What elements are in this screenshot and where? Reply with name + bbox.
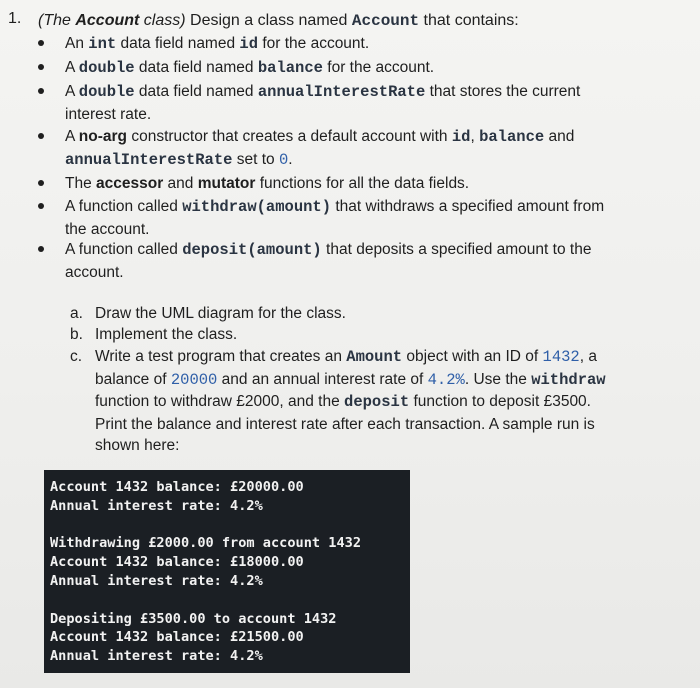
subitem-text: Write a test program that creates an Amount object with an ID of 1432, a balance of 20000 and an annual interest rate of 4.2%. Use the withdraw function to withdraw £2000, and the deposit function to deposit £3500. Print the balance and interest rate after each transaction. A sample run is shown here: [95, 348, 606, 454]
intro-post: that contains: [419, 12, 519, 29]
bullet-dot [38, 203, 44, 209]
question-intro [38, 10, 678, 32]
intro-code: Account [351, 12, 420, 30]
console-line: Account 1432 balance: £18000.00 [50, 554, 304, 571]
list-item-text: A double data field named annualInterestRate that stores the current interest rate. [65, 83, 581, 123]
list-item-text: A no-arg constructor that creates a default account with id, balance and annualInterestRate set to 0. [65, 128, 575, 169]
console-line: Withdrawing £2000.00 from account 1432 [50, 535, 361, 552]
subitem-label: b. [70, 326, 83, 343]
list-item-text: An int data field named id for the account. [65, 35, 370, 53]
list-item-text: A function called withdraw(amount) that withdraws a specified amount from the account. [65, 198, 605, 238]
intro-mid: Design a class named [185, 12, 352, 29]
console-line: Account 1432 balance: £20000.00 [50, 479, 304, 495]
list-item-text: A double data field named balance for the account. [65, 59, 435, 77]
console-line: Account 1432 balance: £21500.00 [50, 629, 304, 646]
console-line [50, 516, 410, 535]
question-number: 1. [8, 10, 22, 27]
intro-account: Account [75, 12, 140, 29]
bullet-dot [38, 40, 44, 46]
intro-class: class) [139, 12, 186, 29]
bullet-dot [38, 88, 44, 94]
subitem-label: a. [70, 305, 83, 322]
bullet-dot [38, 133, 44, 139]
console-line [50, 591, 410, 610]
intro-pre: (The [38, 12, 76, 29]
subitem-text: Draw the UML diagram for the class. [95, 305, 346, 322]
list-item-text: The accessor and mutator functions for all the data fields. [65, 175, 470, 192]
bullet-dot [38, 180, 44, 186]
bullet-dot [38, 246, 44, 252]
console-line: Annual interest rate: 4.2% [50, 572, 263, 589]
subitem-label: c. [70, 348, 83, 365]
bullet-dot [38, 64, 44, 70]
console-line: Annual interest rate: 4.2% [50, 497, 263, 514]
list-item-text: A function called deposit(amount) that deposits a specified amount to the account. [65, 241, 592, 281]
console-line: Depositing £3500.00 to account 1432 [50, 610, 337, 627]
console-line: Annual interest rate: 4.2% [50, 648, 263, 665]
subitem-text: Implement the class. [95, 326, 238, 343]
sample-run-console [44, 470, 410, 673]
